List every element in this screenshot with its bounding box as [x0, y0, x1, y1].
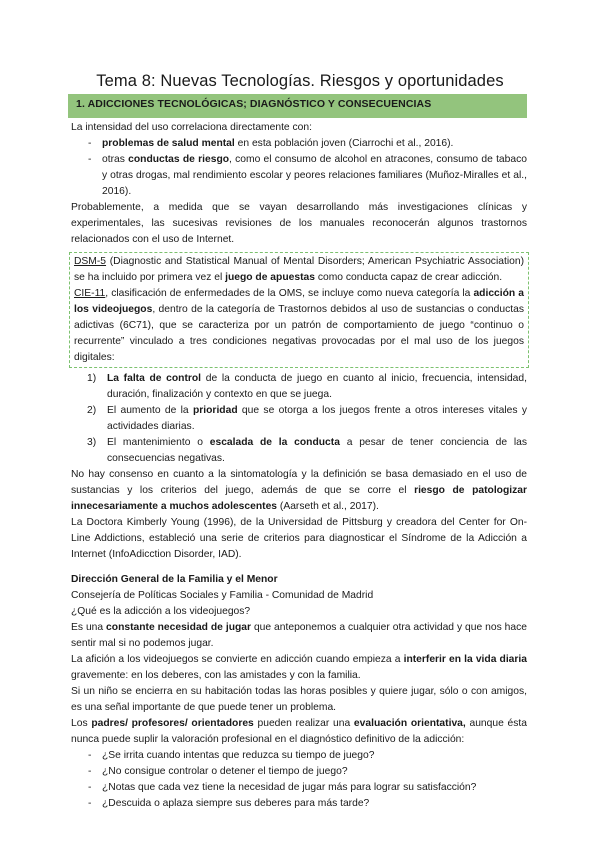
list-item: 3) El mantenimiento o escalada de la conducta a pesar de tener conciencia de las consecuencias negativas. [87, 437, 528, 464]
cie-link[interactable]: CIE-11 [74, 288, 106, 299]
document-body [71, 120, 527, 812]
direccion-paragraph-1: Es una constante necesidad de jugar que anteponemos a cualquier otra actividad y que nos hace sentir mal si no podemos jugar. [71, 622, 527, 649]
dsm-link[interactable]: DSM-5 [74, 256, 107, 267]
direccion-paragraph-3: Si un niño se encierra en su habitación todas las horas posibles y quiere jugar, sólo o con amigos, es una señal importante de que puede tener un problema. [71, 686, 527, 713]
direccion-heading: Dirección General de la Familia y el Menor [71, 574, 278, 585]
direccion-paragraph-2: La afición a los videojuegos se convierte en adicción cuando empieza a interferir en la vida diaria gravemente: en los deberes, con las amistades y con la familia. [71, 654, 527, 681]
list-item: - problemas de salud mental en esta población joven (Ciarrochi et al., 2016). [71, 136, 527, 152]
section-heading: 1. ADICCIONES TECNOLÓGICAS; DIAGNÓSTICO Y CONSECUENCIAS [68, 94, 527, 118]
consensus-paragraph: No hay consenso en cuanto a la sintomatología y la definición se basa demasiado en el uso de sustancias y los criterios del juego, además de que se corre el riesgo de patologizar innecesariamente a muchos adolescentes (Aarseth et al., 2017). [71, 469, 528, 512]
direccion-question: ¿Qué es la adicción a los videojuegos? [71, 606, 251, 617]
list-item: - otras conductas de riesgo, como el consumo de alcohol en atracones, consumo de tabaco y otras drogas, mal rendimiento escolar y peores relaciones familiares (Muñoz-Miralles et al., 2016). [71, 152, 527, 200]
dsm-paragraph: DSM-5 (Diagnostic and Statistical Manual of Mental Disorders; American Psychiatric Association) se ha incluido por primera vez el juego de apuestas como conducta capaz de crear adicción. [74, 256, 524, 283]
list-item: 1) La falta de control de la conducta de juego en cuanto al inicio, frecuencia, intensidad, duración, finalización y contexto en que se juega. [87, 373, 527, 400]
evaluation-questions [71, 748, 527, 812]
page-title: Tema 8: Nuevas Tecnologías. Riesgos y oportunidades [96, 72, 504, 90]
intro-text: La intensidad del uso correlaciona directamente con: [71, 122, 312, 133]
list-item: - ¿Notas que cada vez tiene la necesidad de jugar más para lograr su satisfacción? [71, 780, 527, 796]
probable-paragraph: Probablemente, a medida que se vayan desarrollando más investigaciones clínicas y experimentales, las sucesivas revisiones de los manuales reconocerán algunos trastornos relacionados con el uso de Internet. [71, 202, 527, 245]
list-item: 2) El aumento de la prioridad que se otorga a los juegos frente a otros intereses vitales y actividades diarias. [87, 405, 527, 432]
intro-list [71, 136, 527, 200]
conditions-list [71, 371, 527, 467]
young-paragraph: La Doctora Kimberly Young (1996), de la Universidad de Pittsburg y creadora del Center for On-Line Addictions, estableció una serie de criterios para diagnosticar el Síndrome de la Adicción a Internet (InfoAdicction Disorder, IAD). [71, 517, 527, 560]
list-item: - ¿Descuida o aplaza siempre sus deberes para más tarde? [71, 796, 527, 812]
classification-box [69, 252, 529, 368]
list-item: - ¿No consigue controlar o detener el tiempo de juego? [71, 764, 527, 780]
cie-paragraph: CIE-11, clasificación de enfermedades de la OMS, se incluye como nueva categoría la adicción a los videojuegos, dentro de la categoría de Trastornos debidos al uso de sustancias o conductas adictivas (6C71), que se caracteriza por un patrón de comportamiento de juego “continuo o recurrente” vinculado a tres condiciones negativas provocadas por el mal uso de los juegos digitales: [74, 288, 524, 363]
list-item: - ¿Se irrita cuando intentas que reduzca su tiempo de juego? [71, 748, 527, 764]
direccion-subheading: Consejería de Políticas Sociales y Familia - Comunidad de Madrid [71, 590, 374, 601]
direccion-paragraph-4: Los padres/ profesores/ orientadores pueden realizar una evaluación orientativa, aunque ésta nunca puede suplir la valoración profesional en el diagnóstico definitivo de la adicción: [71, 718, 527, 745]
